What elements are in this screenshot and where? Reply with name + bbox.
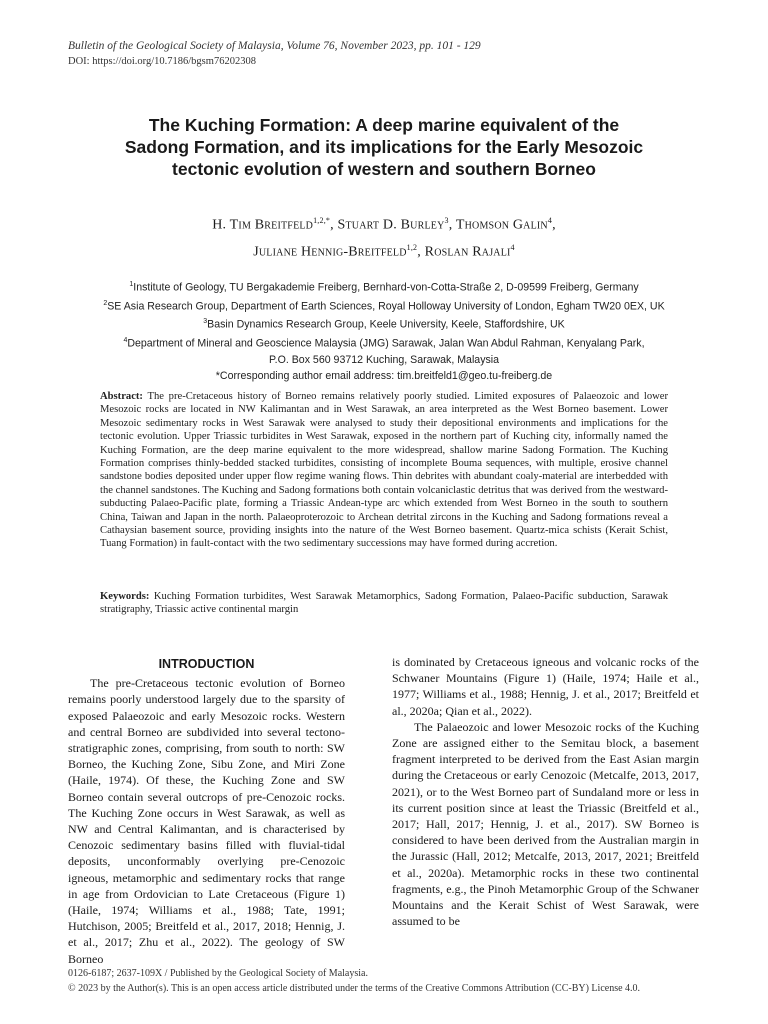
title-line: Sadong Formation, and its implications for the Early Mesozoic [124,137,644,157]
intro-paragraph: The Palaeozoic and lower Mesozoic rocks of the Kuching Zone are assigned either to the Semitau block, a basement fragment interpreted to be derived from the East Asian margin during the Cretaceous or early Cenozoic (Metcalfe, 2013, 2017, 2021), or to the West Borneo part of Sundaland more or less in its current position since at least the Triassic (Breitfeld et al., 2017; Hall, 2017; Hennig, J. et al., 2017). SW Borneo is considered to have been derived from the Australian margin in the Jurassic (Hall, 2012; Metcalfe, 2013, 2017, 2021; Breitfeld et al., 2020a). Metamorphic rocks in these two continental fragments, e.g., the Pinoh Metamorphic Group of the Schwaner Mountains and the Kerait Schist of West Sarawak, were assumed to be [392,719,699,929]
author-affil-sup: 1,2,* [313,216,331,225]
author-name: H. Tim Breitfeld [212,217,314,233]
affiliation-line [60,333,708,352]
author-name: Stuart D. Burley [337,217,445,233]
abstract-block [100,390,668,551]
keywords-label: Keywords: [100,591,150,602]
author-affil-sup: 4 [547,216,553,225]
affiliations [60,277,708,384]
author-name: Juliane Hennig-Breitfeld [253,244,407,260]
journal-citation: Bulletin of the Geological Society of Malaysia, Volume 76, November 2023, pp. 101 - 129 [68,40,481,52]
abstract-label: Abstract: [100,391,143,402]
affiliation-text: P.O. Box 560 93712 Kuching, Sarawak, Malaysia [268,353,500,366]
intro-paragraph: The pre-Cretaceous tectonic evolution of Borneo remains poorly understood largely due to the sparsity of exposed Palaeozoic and early Mesozoic rocks. Western and central Borneo are subdivided into several tectono-stratigraphic zones, comprising, from south to north: SW Borneo, the Kuching Zone, Sibu Zone, and Miri Zone (Haile, 1974). Of these, the Kuching Zone and SW Borneo contain several outcrops of pre-Cenozoic rocks. The Kuching Zone occurs in West Sarawak, as well as NW and Central Kalimantan, and is characterised by Cenozoic sedimentary basins filled with fluvial-tidal deposits, unconformably overlying pre-Cenozoic igneous, metamorphic and sedimentary rocks that range in age from Ordovician to Late Cretaceous (Figure 1) (Haile, 1974; Williams et al., 1988; Tate, 1991; Hutchison, 2005; Breitfeld et al., 2017, 2018; Hennig, J. et al., 2017; Zhu et al., 2022). The geology of SW Borneo [68,676,345,966]
author-name: Roslan Rajali [424,244,511,260]
affiliation-sup: 4 [123,337,128,345]
intro-paragraph-continued: is dominated by Cretaceous igneous and volcanic rocks of the Schwaner Mountains (Figure 1) (Haile, 1974; Haile et al., 1977; Williams et al., 1988; Hennig, J. et al., 2017; Breitfeld et al., 2020a; Qian et al., 2022). [392,655,699,718]
affiliation-text[interactable]: *Corresponding author email address: tim.breitfeld1@geo.tu-freiberg.de [215,370,553,383]
affiliation-text: Institute of Geology, TU Bergakademie Freiberg, Bernhard-von-Cotta-Straße 2, D-09599 Freiberg, Germany [133,281,639,294]
title-line: tectonic evolution of western and southern Borneo [172,159,596,179]
doi-line[interactable]: DOI: https://doi.org/10.7186/bgsm76202308 [68,56,256,67]
corresponding-author [60,368,708,384]
author-line: Juliane Hennig-Breitfeld$^{1,2}$, Roslan Rajali$^4$ [253,242,515,260]
footer-license: © 2023 by the Author(s). This is an open access article distributed under the terms of the Creative Commons Attribution (CC-BY) License 4.0. [68,983,641,994]
affiliation-text: SE Asia Research Group, Department of Earth Sciences, Royal Holloway University of London, Egham TW20 0EX, UK [107,300,665,313]
title-line: The Kuching Formation: A deep marine equivalent of the [148,115,620,135]
affiliation-sup: 3 [203,318,208,326]
author-affil-sup: 1,2 [406,242,418,252]
affiliation-line [60,352,708,368]
affiliation-text: Basin Dynamics Research Group, Keele University, Keele, Staffordshire, UK [207,319,565,331]
keywords-block [100,590,668,617]
footer-issn: 0126-6187; 2637-109X / Published by the Geological Society of Malaysia. [68,968,368,979]
section-heading-introduction: INTRODUCTION [158,657,255,671]
paper-title [84,114,684,180]
author-name: Thomson Galin [455,217,548,233]
abstract-text: The pre-Cretaceous history of Borneo remains relatively poorly studied. Limited exposures of Palaeozoic and lower Mesozoic rocks are located in NW Kalimantan and in West Sarawak, an area interpreted as the West Borneo basement. Lower Mesozoic sedimentary rocks in West Sarawak were analysed to study their depositional environments and implications for the tectonic evolution. Upper Triassic turbidites in West Sarawak, exposed in the northern part of Kuching city, informally named the Kuching Formation, are the deep marine equivalent to the more widespread, shallow marine Sadong Formation. The Kuching Formation comprises thinly-bedded stacked turbidites, consisting of incomplete Bouma sequences, with multiple, erosive channel sandstone bodies deposited under upper flow regime waning flows. Thin debrites with abundant coaly-material are interbedded with the channel sandstones. The Kuching and Sadong formations both contain volcaniclastic detritus that was derived from the westward-subducting Palaeo-Pacific plate, forming a Triassic Andean-type arc which extended from West Borneo in the south to southern China, Taiwan and Japan in the north. Palaeoproterozoic to Archean detrital zircons in the Kuching and Sadong formations reveal a Cathaysian basement source, providing insights into the nature of the West Borneo basement. Quartz-mica schists (Kerait Schist, Tuang Formation) in fault-contact with the two sedimentary successions may have formed during accretion. [100,391,668,550]
author-list [84,210,684,263]
body-column-left [68,656,345,967]
affiliation-line [60,314,708,333]
keywords-text: Kuching Formation turbidites, West Sarawak Metamorphics, Sadong Formation, Palaeo-Pacific subduction, Sarawak stratigraphy, Triassic active continental margin [100,591,668,616]
affiliation-line [60,277,708,296]
body-column-right [392,654,699,929]
affiliation-line [60,296,708,315]
affiliation-sup: 2 [103,299,108,307]
author-affil-sup: 4 [510,242,515,252]
affiliation-sup: 1 [129,281,134,288]
author-line: H. Tim Breitfeld$^{1,2,*}$, Stuart D. Burley$^3$, Thomson Galin$^4$, [212,216,556,233]
affiliation-text: Department of Mineral and Geoscience Malaysia (JMG) Sarawak, Jalan Wan Abdul Rahman, Kenyalang Park, [127,337,645,350]
author-affil-sup: 3 [444,216,449,225]
